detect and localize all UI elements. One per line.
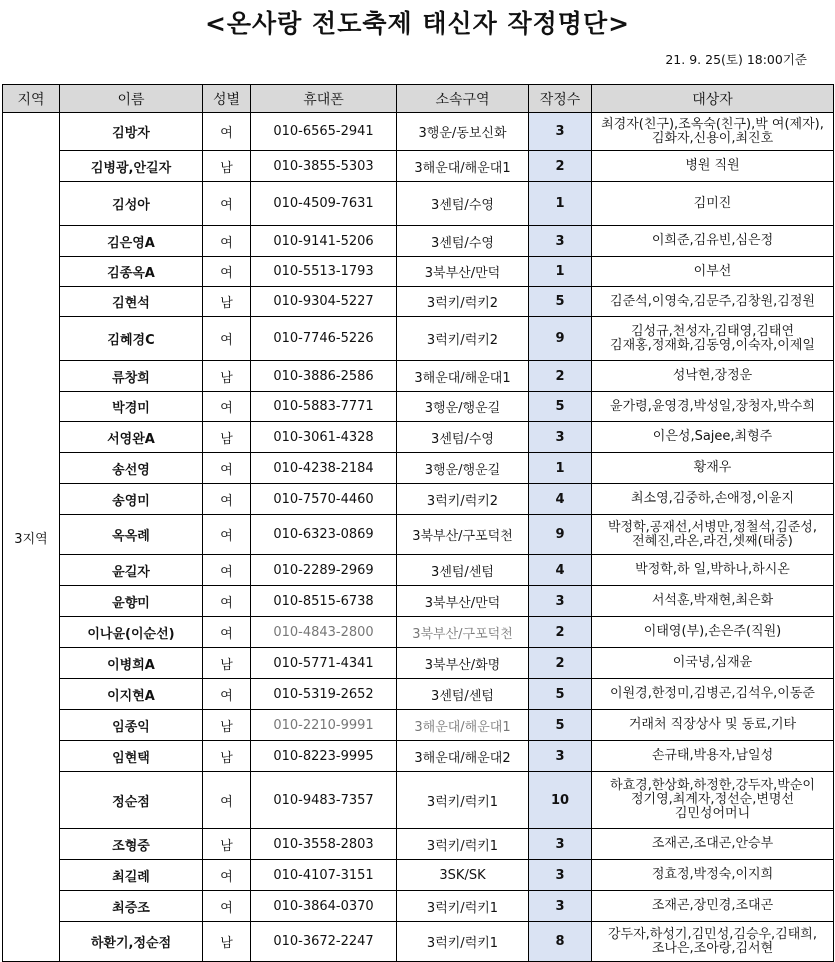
targets-cell bbox=[592, 484, 834, 515]
phone-cell: 010-7746-5226 bbox=[251, 317, 397, 361]
table-row bbox=[3, 453, 834, 484]
table-row bbox=[3, 257, 834, 287]
zone-cell: 3북부산/만덕 bbox=[397, 257, 529, 287]
table-row bbox=[3, 226, 834, 257]
table-row bbox=[3, 113, 834, 151]
zone-cell: 3북부산/만덕 bbox=[397, 586, 529, 617]
phone-cell: 010-9141-5206 bbox=[251, 226, 397, 257]
zone-cell: 3행운/행운길 bbox=[397, 453, 529, 484]
name-cell: 김병광,안길자 bbox=[60, 151, 203, 182]
zone-cell: 3해운대/해운대1 bbox=[397, 710, 529, 741]
target-line: 최소영,김중하,손애정,이윤지 bbox=[630, 491, 795, 506]
targets-cell bbox=[592, 515, 834, 555]
header-row bbox=[3, 85, 834, 113]
targets-cell bbox=[592, 392, 834, 422]
target-line: 이원경,한정미,김병곤,김석우,이동준 bbox=[610, 686, 815, 701]
targets-cell bbox=[592, 361, 834, 392]
name-cell: 송영미 bbox=[60, 484, 203, 515]
zone-cell: 3센텀/수영 bbox=[397, 182, 529, 226]
table-row bbox=[3, 515, 834, 555]
gender-cell: 여 bbox=[203, 586, 251, 617]
header-phone: 휴대폰 bbox=[251, 85, 397, 113]
zone-cell: 3센텀/센텀 bbox=[397, 555, 529, 586]
name-cell: 박경미 bbox=[60, 392, 203, 422]
target-line: 이부선 bbox=[693, 263, 732, 279]
zone-cell: 3SK/SK bbox=[397, 860, 529, 891]
table-row bbox=[3, 679, 834, 710]
phone-cell: 010-8515-6738 bbox=[251, 586, 397, 617]
phone-cell: 010-4843-2800 bbox=[251, 617, 397, 648]
gender-cell: 여 bbox=[203, 617, 251, 648]
count-cell: 1 bbox=[529, 257, 592, 287]
name-cell: 송선영 bbox=[60, 453, 203, 484]
target-line: 조재곤,장민경,조대곤 bbox=[651, 898, 774, 913]
zone-cell: 3센텀/센텀 bbox=[397, 679, 529, 710]
count-cell: 1 bbox=[529, 453, 592, 484]
targets-cell bbox=[592, 922, 834, 962]
table-row bbox=[3, 829, 834, 860]
count-cell: 10 bbox=[529, 772, 592, 829]
zone-cell: 3럭키/럭키1 bbox=[397, 922, 529, 962]
gender-cell: 여 bbox=[203, 317, 251, 361]
targets-cell bbox=[592, 741, 834, 772]
target-line: 손규태,박용자,남일성 bbox=[651, 748, 774, 763]
gender-cell: 남 bbox=[203, 829, 251, 860]
phone-cell: 010-3558-2803 bbox=[251, 829, 397, 860]
targets-cell bbox=[592, 257, 834, 287]
phone-cell: 010-4238-2184 bbox=[251, 453, 397, 484]
zone-cell: 3센텀/수영 bbox=[397, 422, 529, 453]
table-row bbox=[3, 860, 834, 891]
gender-cell: 여 bbox=[203, 515, 251, 555]
phone-cell: 010-7570-4460 bbox=[251, 484, 397, 515]
zone-cell: 3해운대/해운대1 bbox=[397, 361, 529, 392]
name-cell: 이병희A bbox=[60, 648, 203, 679]
table-row bbox=[3, 555, 834, 586]
targets-cell bbox=[592, 617, 834, 648]
targets-cell bbox=[592, 586, 834, 617]
zone-cell: 3럭키/럭키1 bbox=[397, 772, 529, 829]
table-row bbox=[3, 287, 834, 317]
targets-cell bbox=[592, 287, 834, 317]
targets-cell bbox=[592, 648, 834, 679]
phone-cell: 010-4509-7631 bbox=[251, 182, 397, 226]
count-cell: 8 bbox=[529, 922, 592, 962]
name-cell: 김방자 bbox=[60, 113, 203, 151]
targets-cell bbox=[592, 422, 834, 453]
targets-cell bbox=[592, 679, 834, 710]
name-cell: 최길례 bbox=[60, 860, 203, 891]
gender-cell: 여 bbox=[203, 679, 251, 710]
target-line: 이태영(부),손은주(직원) bbox=[643, 624, 782, 639]
target-line: 김성규,천성자,김태영,김태연 bbox=[630, 323, 795, 339]
phone-cell: 010-9483-7357 bbox=[251, 772, 397, 829]
phone-cell: 010-2289-2969 bbox=[251, 555, 397, 586]
page-title: <온사랑 전도축제 태신자 작정명단> bbox=[204, 9, 631, 38]
name-cell: 김종옥A bbox=[60, 257, 203, 287]
gender-cell: 남 bbox=[203, 151, 251, 182]
target-line: 김화자,신용이,최진호 bbox=[651, 130, 774, 146]
zone-cell: 3행운/동보신화 bbox=[397, 113, 529, 151]
phone-cell: 010-2210-9991 bbox=[251, 710, 397, 741]
header-region: 지역 bbox=[3, 85, 60, 113]
table-row bbox=[3, 648, 834, 679]
count-cell: 9 bbox=[529, 317, 592, 361]
phone-cell: 010-3886-2586 bbox=[251, 361, 397, 392]
name-cell: 이나윤(이순선) bbox=[60, 617, 203, 648]
gender-cell: 여 bbox=[203, 392, 251, 422]
table-row bbox=[3, 182, 834, 226]
zone-cell: 3행운/행운길 bbox=[397, 392, 529, 422]
phone-cell: 010-6565-2941 bbox=[251, 113, 397, 151]
phone-cell: 010-5771-4341 bbox=[251, 648, 397, 679]
phone-cell: 010-9304-5227 bbox=[251, 287, 397, 317]
name-cell: 류창희 bbox=[60, 361, 203, 392]
table-row bbox=[3, 891, 834, 922]
name-cell: 정순점 bbox=[60, 772, 203, 829]
target-line: 이국녕,심재윤 bbox=[672, 655, 753, 670]
count-cell: 5 bbox=[529, 392, 592, 422]
gender-cell: 여 bbox=[203, 257, 251, 287]
table-row bbox=[3, 586, 834, 617]
gender-cell: 여 bbox=[203, 772, 251, 829]
count-cell: 2 bbox=[529, 648, 592, 679]
target-line: 이은성,Sajee,최형주 bbox=[652, 429, 773, 444]
gender-cell: 여 bbox=[203, 453, 251, 484]
targets-cell bbox=[592, 113, 834, 151]
target-line: 병원 직원 bbox=[685, 158, 740, 173]
count-cell: 3 bbox=[529, 891, 592, 922]
zone-cell: 3센텀/수영 bbox=[397, 226, 529, 257]
count-cell: 3 bbox=[529, 829, 592, 860]
zone-cell: 3해운대/해운대2 bbox=[397, 741, 529, 772]
zone-cell: 3럭키/럭키2 bbox=[397, 484, 529, 515]
target-line: 박정학,하 일,박하나,하시온 bbox=[635, 562, 790, 577]
targets-cell bbox=[592, 891, 834, 922]
phone-cell: 010-5883-7771 bbox=[251, 392, 397, 422]
phone-cell: 010-5319-2652 bbox=[251, 679, 397, 710]
table-row bbox=[3, 392, 834, 422]
target-line: 정기영,최계자,정선순,변명선 bbox=[630, 792, 795, 807]
gender-cell: 남 bbox=[203, 287, 251, 317]
gender-cell: 여 bbox=[203, 860, 251, 891]
count-cell: 4 bbox=[529, 484, 592, 515]
targets-cell bbox=[592, 453, 834, 484]
pledge-table bbox=[2, 84, 834, 962]
phone-cell: 010-8223-9995 bbox=[251, 741, 397, 772]
targets-cell bbox=[592, 555, 834, 586]
gender-cell: 여 bbox=[203, 182, 251, 226]
target-line: 강두자,하성기,김민성,김승우,김태희, bbox=[607, 926, 818, 942]
name-cell: 하환기,정순점 bbox=[60, 922, 203, 962]
gender-cell: 여 bbox=[203, 484, 251, 515]
name-cell: 김성아 bbox=[60, 182, 203, 226]
gender-cell: 남 bbox=[203, 422, 251, 453]
header-targets: 대상자 bbox=[592, 85, 834, 113]
target-line: 박정학,공재선,서병만,정철석,김준성, bbox=[607, 519, 818, 535]
gender-cell: 남 bbox=[203, 361, 251, 392]
target-line: 김미진 bbox=[693, 195, 732, 211]
count-cell: 5 bbox=[529, 287, 592, 317]
region-cell: 3지역 bbox=[3, 113, 60, 962]
phone-cell: 010-3864-0370 bbox=[251, 891, 397, 922]
gender-cell: 여 bbox=[203, 113, 251, 151]
count-cell: 4 bbox=[529, 555, 592, 586]
name-cell: 조형중 bbox=[60, 829, 203, 860]
gender-cell: 남 bbox=[203, 741, 251, 772]
table-row bbox=[3, 710, 834, 741]
count-cell: 3 bbox=[529, 741, 592, 772]
targets-cell bbox=[592, 710, 834, 741]
targets-cell bbox=[592, 860, 834, 891]
phone-cell: 010-5513-1793 bbox=[251, 257, 397, 287]
zone-cell: 3북부산/화명 bbox=[397, 648, 529, 679]
table-row bbox=[3, 741, 834, 772]
target-line: 최경자(친구),조옥숙(친구),박 여(제자), bbox=[601, 116, 824, 132]
zone-cell: 3럭키/럭키2 bbox=[397, 317, 529, 361]
table-row bbox=[3, 151, 834, 182]
name-cell: 임종익 bbox=[60, 710, 203, 741]
header-gender: 성별 bbox=[203, 85, 251, 113]
header-count: 작정수 bbox=[529, 85, 592, 113]
target-line: 김민성어머니 bbox=[674, 806, 751, 821]
phone-cell: 010-3061-4328 bbox=[251, 422, 397, 453]
zone-cell: 3럭키/럭키1 bbox=[397, 829, 529, 860]
name-cell: 최증조 bbox=[60, 891, 203, 922]
header-zone: 소속구역 bbox=[397, 85, 529, 113]
target-line: 전혜진,라온,라건,셋째(태중) bbox=[632, 533, 793, 549]
table-row bbox=[3, 422, 834, 453]
targets-cell bbox=[592, 182, 834, 226]
count-cell: 5 bbox=[529, 679, 592, 710]
count-cell: 2 bbox=[529, 617, 592, 648]
target-line: 서석훈,박재현,최은화 bbox=[651, 593, 774, 608]
zone-cell: 3북부산/구포덕천 bbox=[397, 617, 529, 648]
count-cell: 3 bbox=[529, 226, 592, 257]
target-line: 조나은,조아랑,김서현 bbox=[651, 940, 774, 956]
count-cell: 1 bbox=[529, 182, 592, 226]
target-line: 하효경,한상화,하정한,강두자,박순이 bbox=[610, 778, 815, 793]
name-cell: 김혜경C bbox=[60, 317, 203, 361]
count-cell: 2 bbox=[529, 151, 592, 182]
phone-cell: 010-3672-2247 bbox=[251, 922, 397, 962]
name-cell: 윤길자 bbox=[60, 555, 203, 586]
phone-cell: 010-4107-3151 bbox=[251, 860, 397, 891]
target-line: 이희준,김유빈,심은정 bbox=[651, 233, 774, 248]
reference-date: 21. 9. 25(토) 18:00기준 bbox=[665, 52, 807, 67]
phone-cell: 010-3855-5303 bbox=[251, 151, 397, 182]
count-cell: 3 bbox=[529, 422, 592, 453]
gender-cell: 여 bbox=[203, 891, 251, 922]
table-row bbox=[3, 922, 834, 962]
zone-cell: 3북부산/구포덕천 bbox=[397, 515, 529, 555]
name-cell: 김은영A bbox=[60, 226, 203, 257]
zone-cell: 3럭키/럭키2 bbox=[397, 287, 529, 317]
name-cell: 임현택 bbox=[60, 741, 203, 772]
count-cell: 9 bbox=[529, 515, 592, 555]
count-cell: 5 bbox=[529, 710, 592, 741]
target-line: 거래처 직장상사 및 동료,기타 bbox=[628, 717, 797, 732]
target-line: 김준석,이영숙,김문주,김창원,김정원 bbox=[610, 293, 815, 309]
name-cell: 옥옥례 bbox=[60, 515, 203, 555]
count-cell: 2 bbox=[529, 361, 592, 392]
gender-cell: 남 bbox=[203, 922, 251, 962]
gender-cell: 남 bbox=[203, 648, 251, 679]
header-name: 이름 bbox=[60, 85, 203, 113]
name-cell: 이지현A bbox=[60, 679, 203, 710]
table-row bbox=[3, 484, 834, 515]
name-cell: 김현석 bbox=[60, 287, 203, 317]
table-row bbox=[3, 617, 834, 648]
target-line: 황재우 bbox=[693, 460, 732, 475]
gender-cell: 여 bbox=[203, 555, 251, 586]
zone-cell: 3럭키/럭키1 bbox=[397, 891, 529, 922]
name-cell: 윤향미 bbox=[60, 586, 203, 617]
targets-cell bbox=[592, 151, 834, 182]
name-cell: 서영완A bbox=[60, 422, 203, 453]
target-line: 성낙현,장정운 bbox=[672, 368, 753, 383]
target-line: 윤가령,윤영경,박성일,장청자,박수희 bbox=[610, 398, 815, 414]
zone-cell: 3해운대/해운대1 bbox=[397, 151, 529, 182]
table-row bbox=[3, 772, 834, 829]
table-row bbox=[3, 361, 834, 392]
count-cell: 3 bbox=[529, 113, 592, 151]
target-line: 조재곤,조대곤,안승부 bbox=[651, 836, 774, 851]
target-line: 정효정,박정숙,이지희 bbox=[651, 867, 774, 882]
targets-cell bbox=[592, 317, 834, 361]
targets-cell bbox=[592, 772, 834, 829]
targets-cell bbox=[592, 829, 834, 860]
target-line: 김재홍,정재화,김동영,이숙자,이제일 bbox=[610, 337, 815, 353]
gender-cell: 남 bbox=[203, 710, 251, 741]
targets-cell bbox=[592, 226, 834, 257]
count-cell: 3 bbox=[529, 586, 592, 617]
count-cell: 3 bbox=[529, 860, 592, 891]
gender-cell: 여 bbox=[203, 226, 251, 257]
phone-cell: 010-6323-0869 bbox=[251, 515, 397, 555]
table-row bbox=[3, 317, 834, 361]
